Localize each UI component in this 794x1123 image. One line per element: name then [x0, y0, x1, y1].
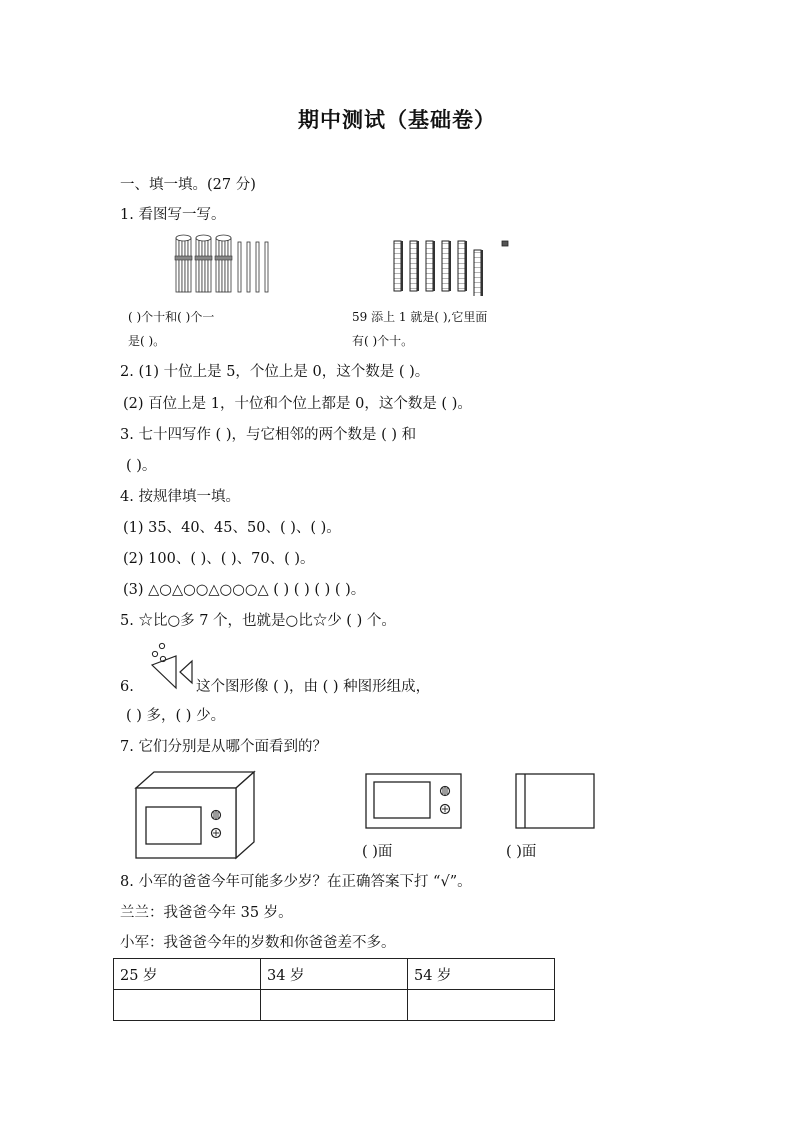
- question-4-line1: (1) 35、40、45、50、( )、( )。: [123, 520, 341, 536]
- question-3-line2: ( )。: [126, 458, 157, 474]
- q1-right-line2: 有( )个十。: [352, 334, 414, 348]
- single-stick-icon: [265, 242, 268, 292]
- question-2-line1: 2. (1) 十位上是 5，个位上是 0，这个数是 ( )。: [120, 364, 430, 380]
- table-row: [114, 959, 555, 990]
- unit-cube-icon: [502, 241, 508, 246]
- microwave-front-view-icon: [364, 772, 464, 830]
- single-stick-icon: [256, 242, 259, 292]
- option-cell: 25 岁: [114, 959, 261, 990]
- question-5-line: 5. ☆比○多 7 个，也就是○比☆少 ( ) 个。: [120, 613, 396, 629]
- ten-rod-icon: [474, 250, 483, 296]
- xiaojun-statement: 小军：我爸爸今年的岁数和你爸爸差不多。: [120, 935, 396, 951]
- checkmark-cell[interactable]: [261, 990, 408, 1021]
- single-stick-icon: [247, 242, 250, 292]
- section-heading: 一、填一填。(27 分): [120, 177, 256, 193]
- question-6-line1: 这个图形像 ( )，由 ( ) 种图形组成，: [196, 679, 431, 695]
- single-stick-icon: [238, 242, 241, 292]
- ten-rod-icon: [442, 241, 451, 291]
- stick-bundle-icon: [215, 235, 232, 292]
- q7-answer-1: ( )面: [362, 844, 393, 860]
- ten-rod-icon: [394, 241, 403, 291]
- question-6-number: 6.: [120, 679, 134, 695]
- fish-figure-icon: [148, 641, 196, 693]
- q1-left-line1: ( )个十和( )个一: [128, 310, 215, 324]
- page-title: 期中测试（基础卷）: [298, 107, 496, 132]
- question-7-label: 7. 它们分别是从哪个面看到的？: [120, 739, 327, 755]
- question-1-label: 1. 看图写一写。: [120, 207, 226, 223]
- question-3-line1: 3. 七十四写作 ( )，与它相邻的两个数是 ( ) 和: [120, 427, 417, 443]
- question-4-label: 4. 按规律填一填。: [120, 489, 240, 505]
- sticks-figure: [170, 234, 282, 296]
- q1-left-line2: 是( )。: [128, 334, 166, 348]
- ten-rod-icon: [426, 241, 435, 291]
- q7-answer-2: ( )面: [506, 844, 537, 860]
- lanlan-statement: 兰兰：我爸爸今年 35 岁。: [120, 905, 293, 921]
- question-6-line2: ( ) 多，( ) 少。: [126, 708, 226, 724]
- checkmark-cell[interactable]: [408, 990, 555, 1021]
- ten-rod-icon: [458, 241, 467, 291]
- question-4-line3: (3) △○△○○△○○○△ ( ) ( ) ( ) ( )。: [123, 582, 366, 598]
- checkmark-cell[interactable]: [114, 990, 261, 1021]
- question-8-label: 8. 小军的爸爸今年可能多少岁？在正确答案下打 “√”。: [120, 874, 472, 890]
- ten-rod-icon: [410, 241, 419, 291]
- answer-table: [113, 958, 555, 1021]
- stick-bundle-icon: [195, 235, 212, 292]
- option-cell: 54 岁: [408, 959, 555, 990]
- question-2-line2: (2) 百位上是 1，十位和个位上都是 0，这个数是 ( )。: [123, 396, 472, 412]
- question-4-line2: (2) 100、( )、( )、70、( )。: [123, 551, 315, 567]
- stick-bundle-icon: [175, 235, 192, 292]
- rods-figure: [392, 238, 512, 296]
- table-row: [114, 990, 555, 1021]
- microwave-side-view-icon: [514, 772, 596, 830]
- option-cell: 34 岁: [261, 959, 408, 990]
- q1-right-line1: 59 添上 1 就是( ),它里面: [352, 310, 488, 324]
- microwave-icon: [134, 770, 256, 860]
